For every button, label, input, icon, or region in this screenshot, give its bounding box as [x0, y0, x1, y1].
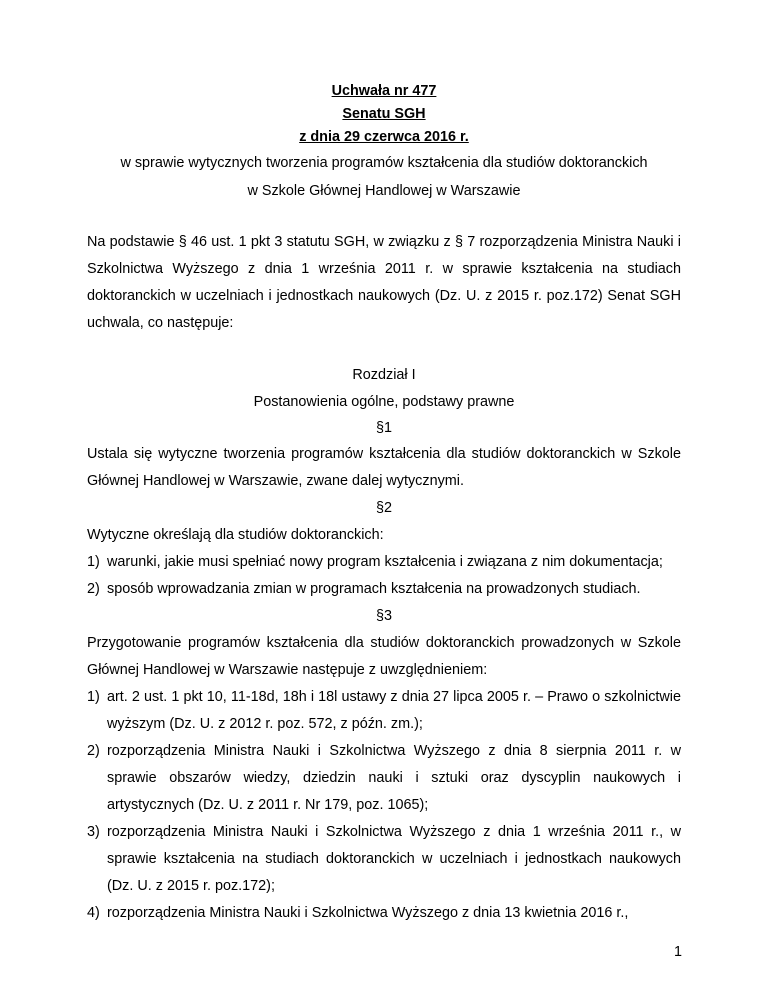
list-item-text: rozporządzenia Ministra Nauki i Szkolnictwa Wyższego z dnia 8 sierpnia 2011 r. w sprawie obszarów wiedzy, dziedzin nauki i sztuki oraz dyscyplin naukowych i artystycznych (Dz. U. z 2011 r. Nr 179, poz. 1065);	[107, 743, 681, 813]
resolution-number: Uchwała nr 477	[331, 83, 437, 99]
section-3-mark: §3	[375, 608, 392, 624]
list-item-text: art. 2 ust. 1 pkt 10, 11-18d, 18h i 18l ustawy z dnia 27 lipca 2005 r. – Prawo o szkolnictwie wyższym (Dz. U. z 2012 r. poz. 572, z późn. zm.);	[107, 689, 681, 732]
section-3-lead: Przygotowanie programów kształcenia dla studiów doktoranckich prowadzonych w Szkole Głównej Handlowej w Warszawie następuje z uwzględnieniem:	[87, 635, 681, 678]
list-item	[87, 738, 681, 819]
issuing-body: Senatu SGH	[342, 106, 426, 122]
document-body	[87, 80, 681, 927]
list-item-text: warunki, jakie musi spełniać nowy program kształcenia i związana z nim dokumentacja;	[107, 554, 663, 570]
list-item-text: sposób wprowadzania zmian w programach kształcenia na prowadzonych studiach.	[107, 581, 641, 597]
legal-basis-paragraph: Na podstawie § 46 ust. 1 pkt 3 statutu SGH, w związku z § 7 rozporządzenia Ministra Nauki i Szkolnictwa Wyższego z dnia 1 września 2011 r. w sprawie kształcenia na studiach doktoranckich w uczelniach i jednostkach naukowych (Dz. U. z 2015 r. poz.172) Senat SGH uchwala, co następuje:	[87, 234, 681, 331]
section-1-mark: §1	[375, 420, 392, 436]
resolution-date: z dnia 29 czerwca 2016 r.	[299, 129, 469, 145]
list-item-text: rozporządzenia Ministra Nauki i Szkolnictwa Wyższego z dnia 13 kwietnia 2016 r.,	[107, 905, 629, 921]
section-2-lead: Wytyczne określają dla studiów doktoranckich:	[87, 527, 384, 543]
list-item-text: rozporządzenia Ministra Nauki i Szkolnictwa Wyższego z dnia 1 września 2011 r., w sprawie kształcenia na studiach doktoranckich w uczelniach i jednostkach naukowych (Dz. U. z 2015 r. poz.172);	[107, 824, 681, 894]
list-item-number: 2)	[87, 743, 100, 759]
list-item	[87, 900, 681, 927]
list-item	[87, 549, 681, 576]
list-item-number: 1)	[87, 554, 100, 570]
list-item-number: 4)	[87, 905, 100, 921]
list-item	[87, 576, 681, 603]
list-item-number: 1)	[87, 689, 100, 705]
list-item-number: 3)	[87, 824, 100, 840]
list-item	[87, 819, 681, 900]
subject-line-1: w sprawie wytycznych tworzenia programów kształcenia dla studiów doktoranckich	[120, 155, 648, 171]
page-number: 1	[673, 944, 682, 960]
section-1-text: Ustala się wytyczne tworzenia programów kształcenia dla studiów doktoranckich w Szkole Głównej Handlowej w Warszawie, zwane dalej wytycznymi.	[87, 446, 681, 489]
chapter-title: Postanowienia ogólne, podstawy prawne	[253, 394, 515, 410]
section-2-mark: §2	[375, 500, 392, 516]
chapter-label: Rozdział I	[352, 367, 416, 383]
subject-line-2: w Szkole Głównej Handlowej w Warszawie	[247, 183, 521, 199]
list-item	[87, 684, 681, 738]
list-item-number: 2)	[87, 581, 100, 597]
